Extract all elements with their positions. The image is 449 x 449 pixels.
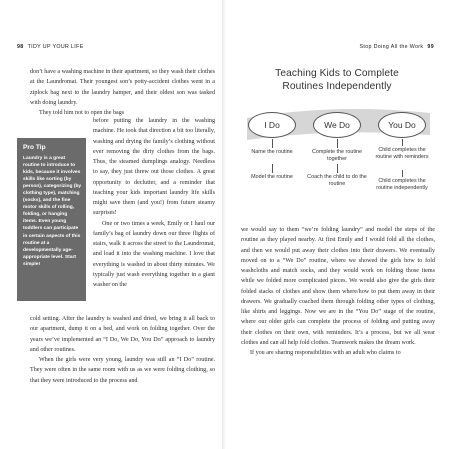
step-text: Name the routine bbox=[251, 149, 293, 155]
connector-line bbox=[337, 139, 338, 148]
stage-oval-we-do bbox=[313, 112, 361, 138]
step-text: Child completes the routine with reminders bbox=[375, 147, 429, 160]
paragraph: When the girls were very young, laundry was still an “I Do” routine. They were often in the same room with us as we were folding clothing, so that they were introduced to the process and bbox=[30, 357, 215, 384]
step-text: Complete the routine together bbox=[311, 149, 363, 162]
left-page-number: 98 bbox=[17, 44, 24, 50]
paragraph: don’t have a washing machine in their apartment, so they wash their clothes at the Laundromat. Their youngest son’s potty-accident clothes went in a ziplock bag next to the laundry hamper, and their oldest son was tasked with doing laundry. bbox=[30, 69, 215, 106]
left-running-head bbox=[17, 44, 84, 50]
pro-tip-body: Laundry is a great routine to introduce to kids, because it involves skills like sorting (by person), categorizing (by clothing type), matching (socks), and the fine motor skills of rolling, folding, or hanging items. Even young toddlers can participate in certain aspects of this routine at a developmentally age-appropriate level. Start simple! bbox=[23, 156, 82, 267]
right-running-head-title: Stop Doing All the Work bbox=[359, 44, 424, 50]
diagram-title-line-1: Teaching Kids to Complete bbox=[275, 68, 399, 79]
right-page bbox=[225, 0, 449, 449]
connector-line bbox=[402, 139, 403, 146]
connector-line bbox=[272, 139, 273, 148]
diagram-title-line-2: Routines Independently bbox=[282, 81, 392, 92]
connector-line bbox=[402, 170, 403, 177]
left-bottom-text bbox=[30, 314, 215, 386]
paragraph: before putting the laundry in the washing machine. He took that direction a bit too literally, washing and drying the family’s clothing without ever removing the dirty clothes from the bags. Thus, the steamed dumplings analogy. Needless to say, they just threw out those clothes. A great opportunity to declutter, and a reminder that teaching your kids important laundry life skills might save them (and you!) from future steamy surprises! bbox=[93, 118, 215, 217]
stage-label: We Do bbox=[324, 120, 350, 130]
stage-label: I Do bbox=[264, 120, 280, 130]
left-top-text bbox=[30, 67, 215, 118]
stage-label: You Do bbox=[388, 120, 416, 130]
connector-line bbox=[272, 164, 273, 173]
pro-tip-title: Pro Tip bbox=[23, 144, 46, 151]
left-wrap-text bbox=[93, 116, 215, 290]
left-page bbox=[0, 0, 224, 449]
connector-line bbox=[337, 164, 338, 173]
stage-oval-you-do bbox=[378, 112, 426, 138]
right-page-number: 99 bbox=[427, 44, 434, 50]
paragraph: If you are sharing responsibilities with an adult who claims to bbox=[250, 350, 401, 356]
paragraph: They told him not to open the bags bbox=[39, 110, 125, 116]
paragraph: One or two times a week, Emily or I haul our family’s bag of laundry down our three flights of stairs, walk it across the street to the Laundromat, and load it into the washing machine. I love that everything is washed in about thirty minutes. We typically just wash everything together in a giant washer on the bbox=[93, 220, 215, 288]
paragraph: cold setting. After the laundry is washed and dried, we bring it all back to our apartment, dump it on a bed, and work on folding together. Over the years we’ve implemented an “I Do, We Do, You Do” approach to laundry and other routines. bbox=[30, 316, 215, 353]
right-body-text bbox=[241, 225, 435, 358]
left-running-head-title: TIDY UP YOUR LIFE bbox=[27, 44, 84, 50]
step-text: Coach the child to do the routine bbox=[307, 174, 367, 187]
stage-oval-i-do bbox=[248, 112, 296, 138]
step-text: Child completes the routine independently bbox=[376, 178, 428, 191]
pro-tip-sidebar bbox=[17, 138, 86, 301]
step-text: Model the routine bbox=[251, 174, 293, 180]
paragraph: we would say to them “we’re folding laundry” and model the steps of the routine as they played nearby. At first Emily and I would fold all the clothes, and then we would put away their clothes into their drawers. We eventually moved on to a “We Do” routine, where we showed the girls how to fold washcloths and match socks, and they would work on folding those items while we folded more complicated pieces. We would also give the girls their folded stacks of clothes and show them where/how to put them away in their drawers. We gradually coached them through folding other types of clothing, like shirts and leggings. Now we are in the “You Do” stage of the routine, where our older girls can complete the process of folding and putting away their clothes on their own, with reminders. It’s a process, but we all wear clothes and can all help fold clothes. Teamwork makes the dream work. bbox=[241, 227, 435, 346]
